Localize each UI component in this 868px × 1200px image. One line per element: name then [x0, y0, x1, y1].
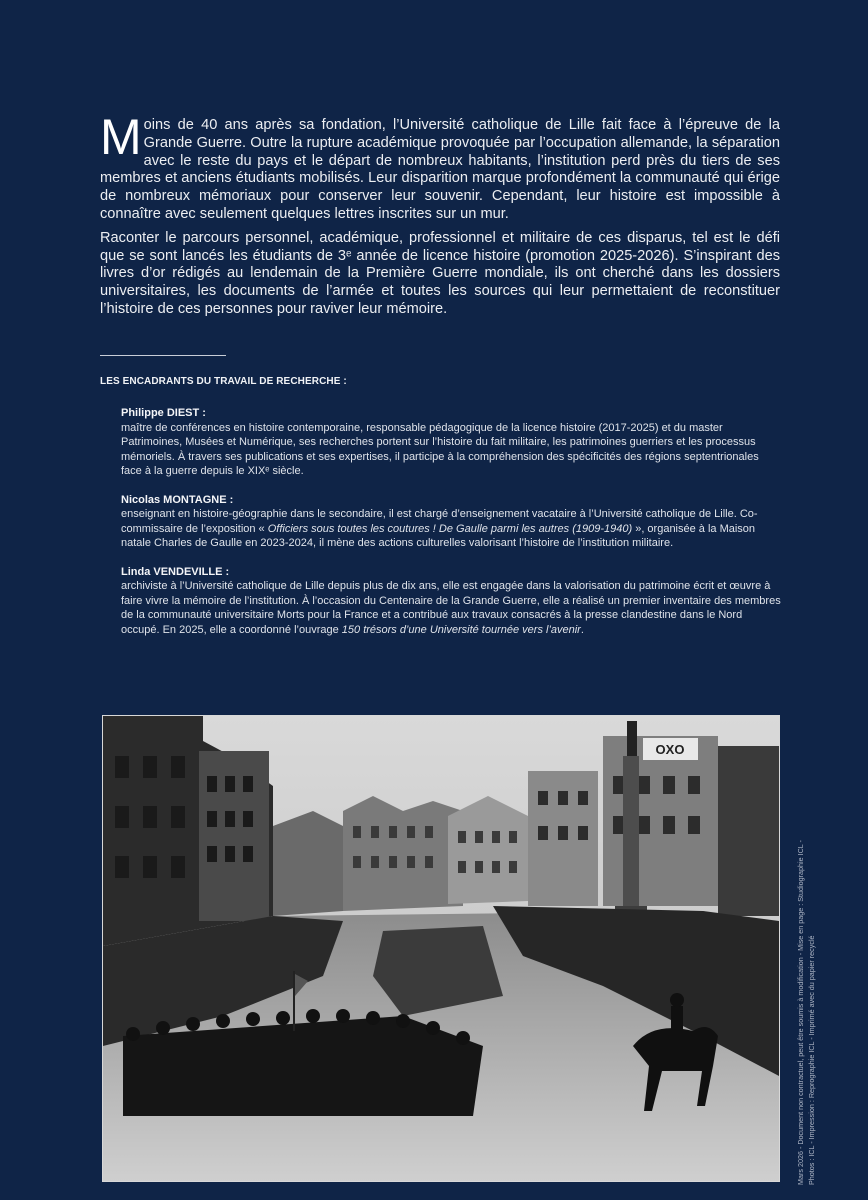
section-divider [100, 355, 226, 356]
exhibition-title: Officiers sous toutes les coutures ! De Gaulle parmi les autres (1909-1940) [267, 522, 633, 535]
section-title: LES ENCADRANTS DU TRAVAIL DE RECHERCHE : [100, 376, 347, 387]
description-text: », organisée à la Maison natale Charles de Gaulle en 2023-2024, il mène des actions culturelles valorisant l’histoire de l’institution militaire. [121, 522, 756, 549]
supervisor-name: Philippe DIEST : [121, 407, 206, 419]
description-text: archiviste à l’Université catholique de Lille depuis plus de dix ans, elle est engagée dans la valorisation du patrimoine écrit et œuvre à faire vivre la mémoire de l’institution. À l’occasion du Centenaire de la Grande Guerre, elle a réalisé un premier inventaire des membres de la communauté universitaire Morts pour la France et a contribué aux travaux consacrés à la presse clandestine dans le Nord occupé. En 2025, elle a coordonné l’ouvrage [121, 580, 781, 636]
historical-photo [102, 715, 780, 1182]
intro-paragraph-2: Raconter le parcours personnel, académique, professionnel et militaire de ces disparus, tel est le défi que se sont lancés les étudiants de 3ᵉ année de licence histoire (promotion 2025-2026). S’inspirant des livres d’or rédigés au lendemain de la Première Guerre mondiale, ils ont cherché dans les dossiers universitaires, les documents de l’armée et toutes les sources qui leur permettaient de reconstituer l’histoire de ces personnes pour raviver leur mémoire. [100, 229, 780, 317]
supervisor-vendeville [121, 565, 781, 638]
oxo-sign: OXO [655, 742, 685, 757]
supervisor-diest [121, 406, 781, 479]
credits-line-1: Mars 2026 - Document non contractuel, peut être soumis à modification - Mise en page : Studiographie ICL - [796, 840, 805, 1185]
supervisor-montagne [121, 493, 781, 551]
supervisor-description: maître de conférences en histoire contemporaine, responsable pédagogique de la licence histoire (2017-2025) et du master Patrimoines, Musées et Numérique, ses recherches portent sur l’histoire du fait militaire, les patrimoines guerriers et les processus mémoriels. À travers ses publications et ses expertises, il participe à la compréhension des spécificités des régions septentrionales face à la guerre depuis le XIXᵉ siècle. [121, 421, 759, 477]
intro-text [100, 109, 780, 325]
side-credits [795, 840, 817, 1185]
drop-cap: M [100, 109, 142, 165]
supervisor-name: Nicolas MONTAGNE : [121, 493, 234, 506]
book-title: 150 trésors d’une Université tournée vers l’avenir [341, 623, 581, 636]
supervisors-list [121, 406, 781, 651]
credits-line-2: Photos : ICL - Impression : Reprographie ICL - Imprimé avec du papier recyclé [807, 935, 816, 1185]
intro-paragraph-1 [100, 109, 780, 224]
supervisor-description [121, 507, 781, 551]
parade-photo-illustration [103, 716, 779, 1181]
supervisor-description [121, 579, 781, 637]
description-text: . [580, 623, 584, 636]
intro-paragraph-1-text: oins de 40 ans après sa fondation, l’Université catholique de Lille fait face à l’épreuve de la Grande Guerre. Outre la rupture académique provoquée par l’occupation allemande, la séparation avec le reste du pays et le départ de nombreux habitants, l’institution perd près du tiers de ses membres et anciens étudiants mobilisés. Leur disparition marque profondément la communauté qui érige de nombreux mémoriaux pour conserver leur souvenir. Cependant, leur histoire est impossible à connaître avec seulement quelques lettres inscrites sur un mur. [100, 117, 780, 222]
description-text: enseignant en histoire-géographie dans le secondaire, il est chargé d’enseignement vacataire à l’Université catholique de Lille. Co-commissaire de l’exposition « [121, 508, 758, 535]
supervisor-name: Linda VENDEVILLE : [121, 565, 230, 578]
